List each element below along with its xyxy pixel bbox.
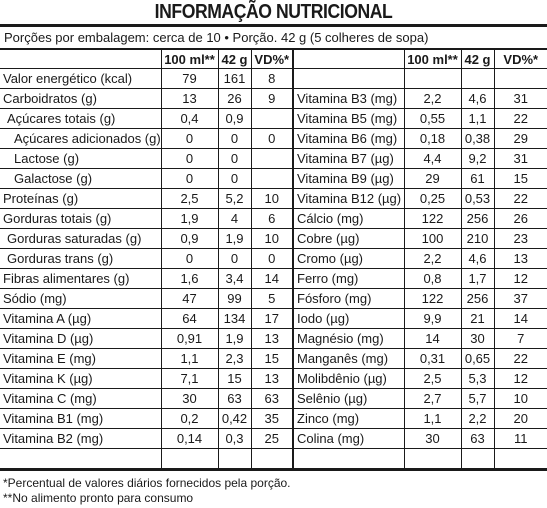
daily-value-percent: 13 bbox=[251, 369, 293, 389]
daily-value-percent-right: 31 bbox=[494, 149, 547, 169]
table-row bbox=[0, 109, 547, 129]
nutrient-name: Gorduras totais (g) bbox=[0, 209, 161, 229]
value-per-portion: 0 bbox=[218, 149, 251, 169]
value-per-portion-right: 9,2 bbox=[461, 149, 494, 169]
daily-value-percent: 17 bbox=[251, 309, 293, 329]
daily-value-percent-right bbox=[494, 449, 547, 470]
value-per-100ml-right: 2,2 bbox=[404, 89, 461, 109]
value-per-100ml-right: 0,55 bbox=[404, 109, 461, 129]
header-daily-value-right: VD%* bbox=[494, 50, 547, 69]
value-per-portion-right: 210 bbox=[461, 229, 494, 249]
value-per-portion: 4 bbox=[218, 209, 251, 229]
daily-value-percent: 0 bbox=[251, 249, 293, 269]
table-row bbox=[0, 89, 547, 109]
table-row bbox=[0, 69, 547, 89]
table-row bbox=[0, 209, 547, 229]
daily-value-percent-right: 37 bbox=[494, 289, 547, 309]
daily-value-percent-right: 12 bbox=[494, 369, 547, 389]
table-row bbox=[0, 309, 547, 329]
value-per-portion: 0 bbox=[218, 129, 251, 149]
daily-value-percent: 6 bbox=[251, 209, 293, 229]
value-per-portion-right: 0,53 bbox=[461, 189, 494, 209]
table-row bbox=[0, 269, 547, 289]
value-per-100ml-right: 2,2 bbox=[404, 249, 461, 269]
header-per-100ml-right: 100 ml** bbox=[404, 50, 461, 69]
table-row bbox=[0, 389, 547, 409]
value-per-100ml: 79 bbox=[161, 69, 218, 89]
value-per-100ml: 0,91 bbox=[161, 329, 218, 349]
value-per-100ml-right: 9,9 bbox=[404, 309, 461, 329]
nutrient-name: Açúcares adicionados (g) bbox=[0, 129, 161, 149]
daily-value-percent: 14 bbox=[251, 269, 293, 289]
value-per-100ml: 64 bbox=[161, 309, 218, 329]
value-per-portion: 0 bbox=[218, 249, 251, 269]
table-row bbox=[0, 249, 547, 269]
daily-value-percent: 25 bbox=[251, 429, 293, 449]
daily-value-percent-right: 13 bbox=[494, 249, 547, 269]
value-per-100ml: 13 bbox=[161, 89, 218, 109]
value-per-100ml: 1,6 bbox=[161, 269, 218, 289]
header-per-100ml: 100 ml** bbox=[161, 50, 218, 69]
value-per-portion-right: 63 bbox=[461, 429, 494, 449]
value-per-portion-right: 1,7 bbox=[461, 269, 494, 289]
value-per-100ml-right: 0,25 bbox=[404, 189, 461, 209]
value-per-portion: 0,3 bbox=[218, 429, 251, 449]
value-per-100ml-right: 2,7 bbox=[404, 389, 461, 409]
value-per-100ml bbox=[161, 449, 218, 470]
value-per-portion-right: 61 bbox=[461, 169, 494, 189]
nutrient-name-right: Magnésio (mg) bbox=[293, 329, 404, 349]
daily-value-percent: 9 bbox=[251, 89, 293, 109]
header-nutrient-right bbox=[293, 50, 404, 69]
header-nutrient-left bbox=[0, 50, 161, 69]
value-per-portion: 99 bbox=[218, 289, 251, 309]
value-per-100ml-right: 14 bbox=[404, 329, 461, 349]
daily-value-percent-right: 7 bbox=[494, 329, 547, 349]
nutrient-name: Vitamina C (mg) bbox=[0, 389, 161, 409]
value-per-100ml: 0 bbox=[161, 129, 218, 149]
value-per-100ml: 0 bbox=[161, 149, 218, 169]
table-row bbox=[0, 409, 547, 429]
nutrient-name: Vitamina B1 (mg) bbox=[0, 409, 161, 429]
table-row bbox=[0, 149, 547, 169]
value-per-portion-right: 5,3 bbox=[461, 369, 494, 389]
daily-value-percent-right: 10 bbox=[494, 389, 547, 409]
value-per-100ml-right: 0,31 bbox=[404, 349, 461, 369]
table-row bbox=[0, 449, 547, 470]
value-per-portion-right: 30 bbox=[461, 329, 494, 349]
value-per-100ml: 0,2 bbox=[161, 409, 218, 429]
daily-value-percent-right: 22 bbox=[494, 189, 547, 209]
value-per-100ml: 1,9 bbox=[161, 209, 218, 229]
nutrient-name-right: Vitamina B12 (µg) bbox=[293, 189, 404, 209]
value-per-portion-right bbox=[461, 449, 494, 470]
value-per-portion-right: 256 bbox=[461, 209, 494, 229]
value-per-portion-right bbox=[461, 69, 494, 89]
daily-value-percent-right: 31 bbox=[494, 89, 547, 109]
table-row bbox=[0, 169, 547, 189]
nutrient-name: Vitamina E (mg) bbox=[0, 349, 161, 369]
value-per-portion-right: 256 bbox=[461, 289, 494, 309]
value-per-portion-right: 0,65 bbox=[461, 349, 494, 369]
nutrient-name-right: Iodo (µg) bbox=[293, 309, 404, 329]
daily-value-percent bbox=[251, 169, 293, 189]
nutrient-name: Gorduras saturadas (g) bbox=[0, 229, 161, 249]
value-per-100ml-right: 4,4 bbox=[404, 149, 461, 169]
daily-value-percent-right: 29 bbox=[494, 129, 547, 149]
value-per-100ml-right: 1,1 bbox=[404, 409, 461, 429]
nutrient-name-right: Manganês (mg) bbox=[293, 349, 404, 369]
table-row bbox=[0, 229, 547, 249]
value-per-portion: 1,9 bbox=[218, 229, 251, 249]
table-header-row bbox=[0, 50, 547, 69]
nutrient-name: Açúcares totais (g) bbox=[0, 109, 161, 129]
value-per-portion-right: 5,7 bbox=[461, 389, 494, 409]
value-per-portion: 15 bbox=[218, 369, 251, 389]
nutrient-name-right: Vitamina B3 (mg) bbox=[293, 89, 404, 109]
value-per-portion: 2,3 bbox=[218, 349, 251, 369]
table-row bbox=[0, 329, 547, 349]
nutrient-name-right: Cálcio (mg) bbox=[293, 209, 404, 229]
header-per-portion-right: 42 g bbox=[461, 50, 494, 69]
value-per-portion: 161 bbox=[218, 69, 251, 89]
table-row bbox=[0, 369, 547, 389]
nutrient-name: Vitamina A (µg) bbox=[0, 309, 161, 329]
value-per-100ml: 0,4 bbox=[161, 109, 218, 129]
daily-value-percent bbox=[251, 109, 293, 129]
value-per-100ml: 0,14 bbox=[161, 429, 218, 449]
nutrient-name bbox=[0, 449, 161, 470]
nutrient-name-right: Vitamina B6 (mg) bbox=[293, 129, 404, 149]
daily-value-percent: 63 bbox=[251, 389, 293, 409]
serving-info: Porções por embalagem: cerca de 10 • Porção. 42 g (5 colheres de sopa) bbox=[0, 24, 547, 49]
table-row bbox=[0, 429, 547, 449]
nutrient-name: Proteínas (g) bbox=[0, 189, 161, 209]
value-per-portion-right: 4,6 bbox=[461, 249, 494, 269]
value-per-100ml-right: 122 bbox=[404, 209, 461, 229]
nutrient-name-right: Colina (mg) bbox=[293, 429, 404, 449]
nutrient-name: Gorduras trans (g) bbox=[0, 249, 161, 269]
daily-value-percent-right: 11 bbox=[494, 429, 547, 449]
value-per-100ml-right: 100 bbox=[404, 229, 461, 249]
value-per-100ml: 30 bbox=[161, 389, 218, 409]
value-per-100ml: 1,1 bbox=[161, 349, 218, 369]
daily-value-percent-right: 26 bbox=[494, 209, 547, 229]
value-per-portion: 5,2 bbox=[218, 189, 251, 209]
nutrient-name: Vitamina D (µg) bbox=[0, 329, 161, 349]
value-per-100ml-right: 122 bbox=[404, 289, 461, 309]
footnote-daily-value: *Percentual de valores diários fornecidos pela porção. bbox=[3, 476, 291, 490]
value-per-portion-right: 1,1 bbox=[461, 109, 494, 129]
nutrient-name-right: Zinco (mg) bbox=[293, 409, 404, 429]
nutrient-name-right: Cromo (µg) bbox=[293, 249, 404, 269]
value-per-100ml-right: 0,8 bbox=[404, 269, 461, 289]
daily-value-percent: 10 bbox=[251, 189, 293, 209]
label-title: INFORMAÇÃO NUTRICIONAL bbox=[154, 1, 393, 23]
table-row bbox=[0, 189, 547, 209]
daily-value-percent: 13 bbox=[251, 329, 293, 349]
footnote-ready-to-consume: **No alimento pronto para consumo bbox=[3, 491, 194, 505]
nutrient-name-right: Fósforo (mg) bbox=[293, 289, 404, 309]
value-per-100ml: 2,5 bbox=[161, 189, 218, 209]
value-per-100ml-right: 0,18 bbox=[404, 129, 461, 149]
value-per-100ml-right bbox=[404, 449, 461, 470]
daily-value-percent-right: 20 bbox=[494, 409, 547, 429]
nutrient-name-right: Molibdênio (µg) bbox=[293, 369, 404, 389]
header-per-portion: 42 g bbox=[218, 50, 251, 69]
nutrient-name: Galactose (g) bbox=[0, 169, 161, 189]
nutrient-name-right bbox=[293, 449, 404, 470]
table-row bbox=[0, 349, 547, 369]
value-per-portion: 63 bbox=[218, 389, 251, 409]
daily-value-percent-right: 23 bbox=[494, 229, 547, 249]
nutrient-name: Lactose (g) bbox=[0, 149, 161, 169]
nutrient-name-right: Vitamina B9 (µg) bbox=[293, 169, 404, 189]
value-per-portion: 26 bbox=[218, 89, 251, 109]
value-per-portion bbox=[218, 449, 251, 470]
table-row bbox=[0, 129, 547, 149]
daily-value-percent: 10 bbox=[251, 229, 293, 249]
value-per-portion: 0 bbox=[218, 169, 251, 189]
value-per-100ml: 0 bbox=[161, 249, 218, 269]
nutrient-name-right: Vitamina B7 (µg) bbox=[293, 149, 404, 169]
footnotes bbox=[0, 476, 547, 506]
value-per-portion: 0,9 bbox=[218, 109, 251, 129]
nutrient-name-right: Selênio (µg) bbox=[293, 389, 404, 409]
daily-value-percent: 5 bbox=[251, 289, 293, 309]
daily-value-percent: 35 bbox=[251, 409, 293, 429]
value-per-portion: 1,9 bbox=[218, 329, 251, 349]
nutrition-table bbox=[0, 49, 547, 471]
daily-value-percent bbox=[251, 449, 293, 470]
daily-value-percent: 15 bbox=[251, 349, 293, 369]
value-per-100ml-right bbox=[404, 69, 461, 89]
daily-value-percent bbox=[251, 149, 293, 169]
daily-value-percent-right bbox=[494, 69, 547, 89]
value-per-100ml: 0 bbox=[161, 169, 218, 189]
daily-value-percent-right: 12 bbox=[494, 269, 547, 289]
value-per-100ml-right: 29 bbox=[404, 169, 461, 189]
value-per-portion-right: 4,6 bbox=[461, 89, 494, 109]
value-per-portion: 3,4 bbox=[218, 269, 251, 289]
value-per-100ml: 7,1 bbox=[161, 369, 218, 389]
value-per-portion-right: 2,2 bbox=[461, 409, 494, 429]
nutrient-name: Fibras alimentares (g) bbox=[0, 269, 161, 289]
daily-value-percent: 8 bbox=[251, 69, 293, 89]
daily-value-percent-right: 15 bbox=[494, 169, 547, 189]
header-daily-value: VD%* bbox=[251, 50, 293, 69]
nutrient-name-right: Ferro (mg) bbox=[293, 269, 404, 289]
value-per-portion: 134 bbox=[218, 309, 251, 329]
daily-value-percent-right: 14 bbox=[494, 309, 547, 329]
nutrient-name: Carboidratos (g) bbox=[0, 89, 161, 109]
nutrient-name: Sódio (mg) bbox=[0, 289, 161, 309]
nutrient-name-right: Cobre (µg) bbox=[293, 229, 404, 249]
daily-value-percent: 0 bbox=[251, 129, 293, 149]
value-per-portion-right: 0,38 bbox=[461, 129, 494, 149]
value-per-portion-right: 21 bbox=[461, 309, 494, 329]
nutrient-name-right bbox=[293, 69, 404, 89]
nutrient-name: Valor energético (kcal) bbox=[0, 69, 161, 89]
value-per-100ml-right: 2,5 bbox=[404, 369, 461, 389]
daily-value-percent-right: 22 bbox=[494, 349, 547, 369]
nutrient-name: Vitamina B2 (mg) bbox=[0, 429, 161, 449]
nutrient-name: Vitamina K (µg) bbox=[0, 369, 161, 389]
nutrient-name-right: Vitamina B5 (mg) bbox=[293, 109, 404, 129]
value-per-100ml-right: 30 bbox=[404, 429, 461, 449]
daily-value-percent-right: 22 bbox=[494, 109, 547, 129]
value-per-100ml: 47 bbox=[161, 289, 218, 309]
table-row bbox=[0, 289, 547, 309]
value-per-100ml: 0,9 bbox=[161, 229, 218, 249]
value-per-portion: 0,42 bbox=[218, 409, 251, 429]
